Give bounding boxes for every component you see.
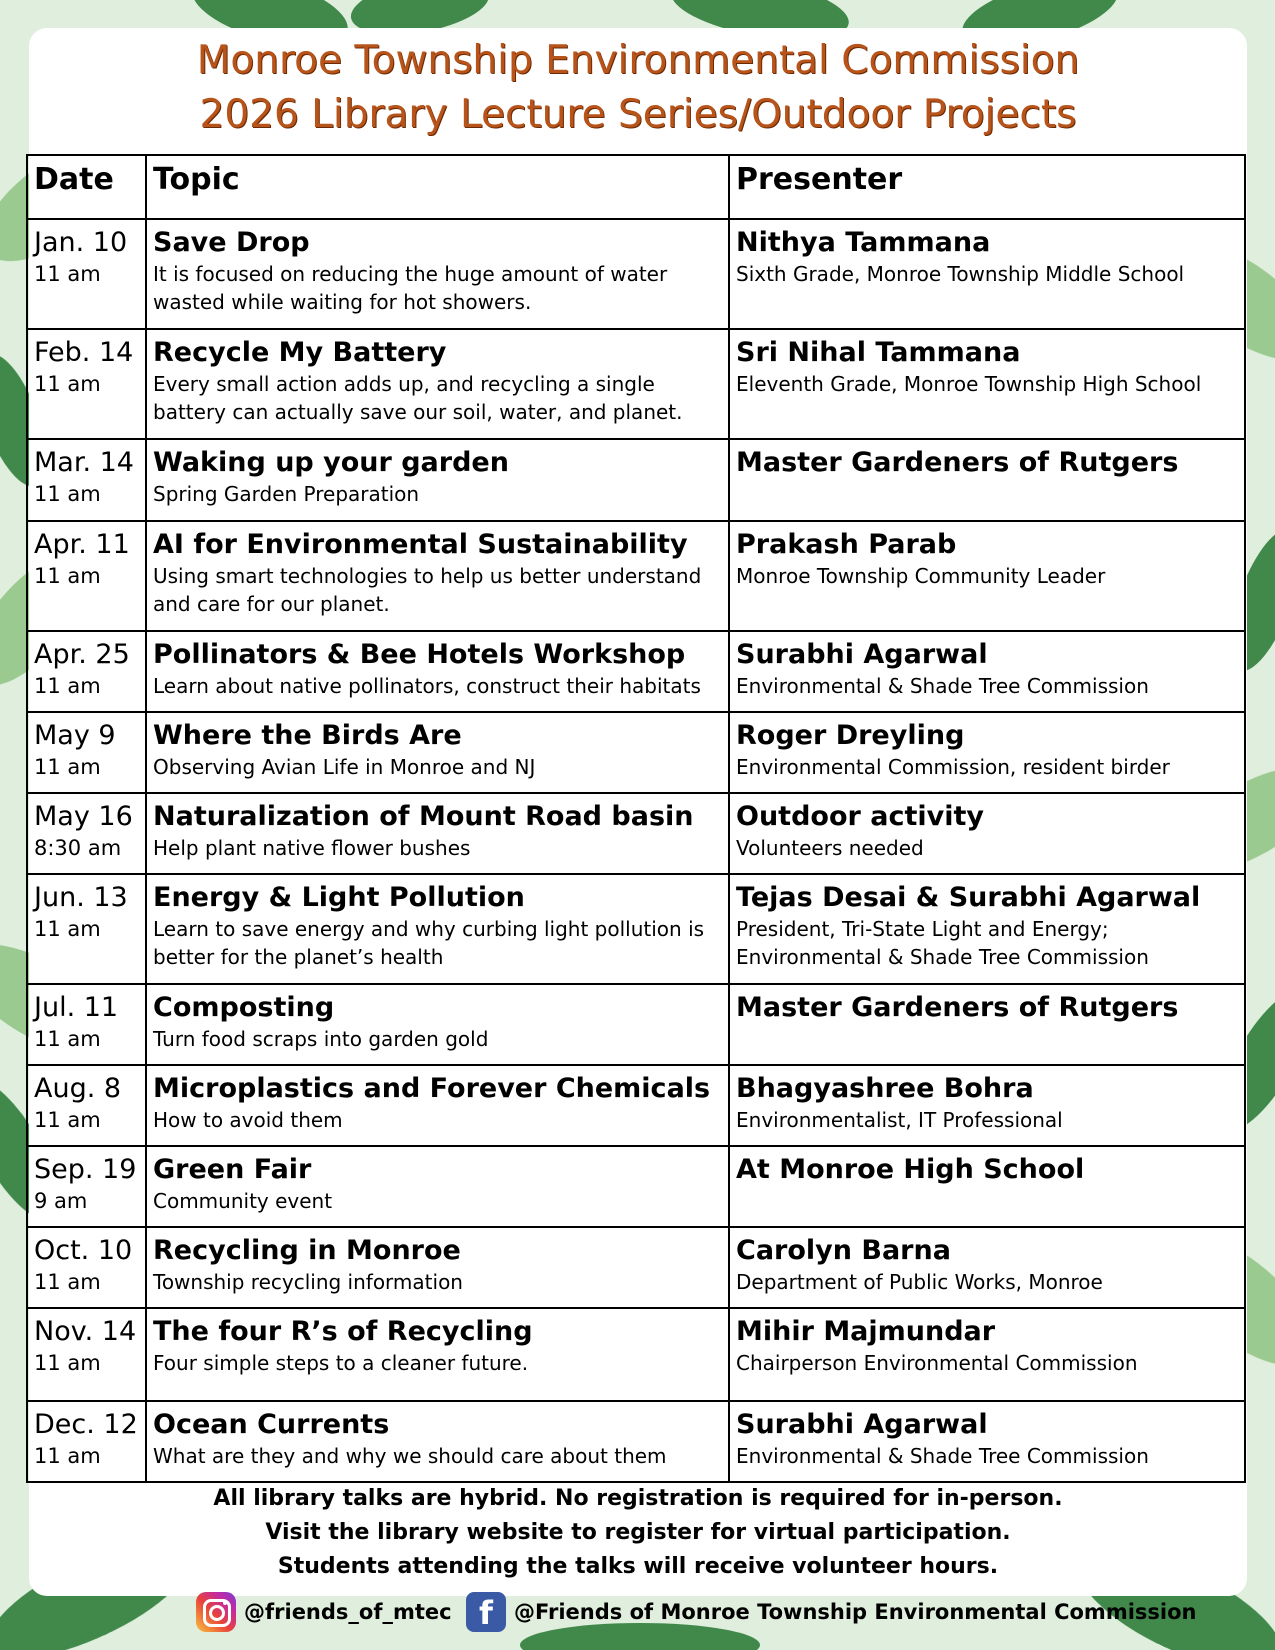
event-date: Apr. 25 [34, 639, 130, 670]
event-date: Oct. 10 [34, 1235, 133, 1266]
topic-cell [146, 219, 729, 329]
presenter-name: Nithya Tammana [736, 227, 991, 258]
event-date: Aug. 8 [34, 1073, 122, 1104]
event-date: Sep. 19 [34, 1154, 137, 1185]
presenter-name: Master Gardeners of Rutgers [736, 447, 1179, 478]
topic-title: Green Fair [153, 1154, 312, 1185]
table-row [27, 1401, 1245, 1482]
event-date: Feb. 14 [34, 337, 134, 368]
topic-description: Using smart technologies to help us better understand and care for our planet. [153, 564, 702, 616]
date-cell [27, 631, 146, 712]
topic-description: Learn about native pollinators, construct their habitats [153, 674, 701, 698]
topic-title: Microplastics and Forever Chemicals [153, 1073, 711, 1104]
presenter-name: Carolyn Barna [736, 1235, 951, 1266]
event-date: May 16 [34, 801, 133, 832]
topic-title: Where the Birds Are [153, 720, 462, 751]
topic-description: What are they and why we should care about them [153, 1444, 667, 1468]
date-cell [27, 793, 146, 874]
presenter-description: Environmental & Shade Tree Commission [736, 674, 1149, 698]
facebook-link[interactable] [466, 1590, 1196, 1634]
presenter-cell [729, 1146, 1245, 1227]
event-date: Jan. 10 [34, 227, 128, 258]
presenter-name: Tejas Desai & Surabhi Agarwal [736, 882, 1201, 913]
table-row [27, 793, 1245, 874]
instagram-handle[interactable]: @friends_of_mtec [244, 1600, 452, 1624]
topic-title: Recycle My Battery [153, 337, 447, 368]
table-row [27, 521, 1245, 631]
presenter-description: Department of Public Works, Monroe [736, 1270, 1103, 1294]
topic-description: Township recycling information [153, 1270, 463, 1294]
event-time: 11 am [34, 262, 101, 286]
title-line-2: 2026 Library Lecture Series/Outdoor Projects [199, 92, 1077, 137]
event-date: Nov. 14 [34, 1316, 137, 1347]
topic-title: Save Drop [153, 227, 310, 258]
presenter-description: Environmentalist, IT Professional [736, 1108, 1063, 1132]
table-row [27, 439, 1245, 521]
event-time: 11 am [34, 564, 101, 588]
topic-cell [146, 712, 729, 793]
date-cell [27, 712, 146, 793]
footer-line-1: All library talks are hybrid. No registration is required for in-person. [213, 1486, 1063, 1511]
event-date: Apr. 11 [34, 529, 130, 560]
column-header-date: Date [27, 155, 146, 219]
table-row [27, 984, 1245, 1065]
title-line-1: Monroe Township Environmental Commission [196, 38, 1080, 83]
presenter-name: Sri Nihal Tammana [736, 337, 1021, 368]
footer-notes [29, 1482, 1247, 1584]
topic-description: Four simple steps to a cleaner future. [153, 1351, 529, 1375]
presenter-cell [729, 1401, 1245, 1482]
event-time: 9 am [34, 1189, 88, 1213]
topic-description: Community event [153, 1189, 333, 1213]
event-time: 8:30 am [34, 836, 122, 860]
topic-cell [146, 631, 729, 712]
date-cell [27, 439, 146, 521]
topic-title: Pollinators & Bee Hotels Workshop [153, 639, 686, 670]
topic-title: The four R’s of Recycling [153, 1316, 533, 1347]
presenter-description: Environmental Commission, resident birder [736, 755, 1170, 779]
topic-cell [146, 984, 729, 1065]
column-header-presenter: Presenter [729, 155, 1245, 219]
presenter-cell [729, 1308, 1245, 1401]
presenter-name: Mihir Majmundar [736, 1316, 996, 1347]
presenter-name: Master Gardeners of Rutgers [736, 992, 1179, 1023]
table-row [27, 631, 1245, 712]
event-time: 11 am [34, 755, 101, 779]
date-cell [27, 1227, 146, 1308]
column-header-topic: Topic [146, 155, 729, 219]
table-row [27, 1227, 1245, 1308]
topic-description: Learn to save energy and why curbing light pollution is better for the planet’s health [153, 917, 705, 969]
event-time: 11 am [34, 1027, 101, 1051]
table-row [27, 1146, 1245, 1227]
presenter-description: Environmental & Shade Tree Commission [736, 1444, 1149, 1468]
topic-cell [146, 1146, 729, 1227]
date-cell [27, 1146, 146, 1227]
topic-title: Naturalization of Mount Road basin [153, 801, 694, 832]
topic-title: Composting [153, 992, 335, 1023]
topic-description: How to avoid them [153, 1108, 343, 1132]
table-row [27, 1065, 1245, 1146]
topic-description: Every small action adds up, and recycling a single battery can actually save our soil, water, and planet. [153, 372, 683, 424]
presenter-description: Eleventh Grade, Monroe Township High School [736, 372, 1202, 396]
table-row [27, 712, 1245, 793]
date-cell [27, 521, 146, 631]
topic-description: It is focused on reducing the huge amount of water wasted while waiting for hot showers. [153, 262, 668, 314]
presenter-description: President, Tri-State Light and Energy; Environmental & Shade Tree Commission [736, 917, 1149, 969]
topic-cell [146, 1308, 729, 1401]
topic-description: Turn food scraps into garden gold [153, 1027, 489, 1051]
presenter-cell [729, 712, 1245, 793]
presenter-name: At Monroe High School [736, 1154, 1085, 1185]
event-time: 11 am [34, 1270, 101, 1294]
schedule-table [26, 154, 1246, 1483]
presenter-description: Monroe Township Community Leader [736, 564, 1106, 588]
event-time: 11 am [34, 482, 101, 506]
instagram-icon [196, 1592, 236, 1632]
event-date: Dec. 12 [34, 1409, 138, 1440]
date-cell [27, 874, 146, 984]
date-cell [27, 1308, 146, 1401]
topic-cell [146, 521, 729, 631]
date-cell [27, 984, 146, 1065]
presenter-name: Surabhi Agarwal [736, 1409, 988, 1440]
presenter-cell [729, 874, 1245, 984]
date-cell [27, 1401, 146, 1482]
presenter-cell [729, 1065, 1245, 1146]
presenter-cell [729, 219, 1245, 329]
presenter-description: Volunteers needed [736, 836, 924, 860]
topic-description: Spring Garden Preparation [153, 482, 420, 506]
event-time: 11 am [34, 372, 101, 396]
topic-title: Waking up your garden [153, 447, 509, 478]
presenter-name: Bhagyashree Bohra [736, 1073, 1034, 1104]
date-cell [27, 1065, 146, 1146]
presenter-cell [729, 439, 1245, 521]
topic-cell [146, 1227, 729, 1308]
date-cell [27, 329, 146, 439]
presenter-name: Roger Dreyling [736, 720, 965, 751]
topic-title: AI for Environmental Sustainability [153, 529, 688, 560]
event-time: 11 am [34, 1108, 101, 1132]
presenter-cell [729, 984, 1245, 1065]
presenter-cell [729, 793, 1245, 874]
topic-cell [146, 329, 729, 439]
date-cell [27, 219, 146, 329]
presenter-name: Outdoor activity [736, 801, 984, 832]
instagram-link[interactable] [196, 1590, 452, 1634]
event-time: 11 am [34, 674, 101, 698]
event-time: 11 am [34, 917, 101, 941]
topic-cell [146, 1065, 729, 1146]
event-time: 11 am [34, 1351, 101, 1375]
presenter-description: Sixth Grade, Monroe Township Middle School [736, 262, 1185, 286]
event-date: Jul. 11 [34, 992, 119, 1023]
table-row [27, 329, 1245, 439]
table-row [27, 874, 1245, 984]
topic-title: Energy & Light Pollution [153, 882, 525, 913]
table-row [27, 1308, 1245, 1401]
presenter-name: Prakash Parab [736, 529, 957, 560]
presenter-cell [729, 631, 1245, 712]
topic-cell [146, 439, 729, 521]
footer-line-2: Visit the library website to register for virtual participation. [265, 1520, 1011, 1545]
topic-title: Recycling in Monroe [153, 1235, 461, 1266]
topic-cell [146, 874, 729, 984]
facebook-handle[interactable]: @Friends of Monroe Township Environmental Commission [514, 1600, 1197, 1624]
presenter-cell [729, 1227, 1245, 1308]
presenter-cell [729, 521, 1245, 631]
topic-cell [146, 1401, 729, 1482]
table-header-row [27, 155, 1245, 219]
event-time: 11 am [34, 1444, 101, 1468]
event-date: Jun. 13 [34, 882, 128, 913]
topic-cell [146, 793, 729, 874]
table-row [27, 219, 1245, 329]
page-title [29, 34, 1247, 142]
topic-title: Ocean Currents [153, 1409, 390, 1440]
event-date: Mar. 14 [34, 447, 134, 478]
event-date: May 9 [34, 720, 116, 751]
presenter-cell [729, 329, 1245, 439]
topic-description: Help plant native flower bushes [153, 836, 471, 860]
facebook-icon: f [466, 1592, 506, 1632]
presenter-description: Chairperson Environmental Commission [736, 1351, 1138, 1375]
footer-line-3: Students attending the talks will receive volunteer hours. [277, 1554, 999, 1579]
presenter-name: Surabhi Agarwal [736, 639, 988, 670]
topic-description: Observing Avian Life in Monroe and NJ [153, 755, 536, 779]
